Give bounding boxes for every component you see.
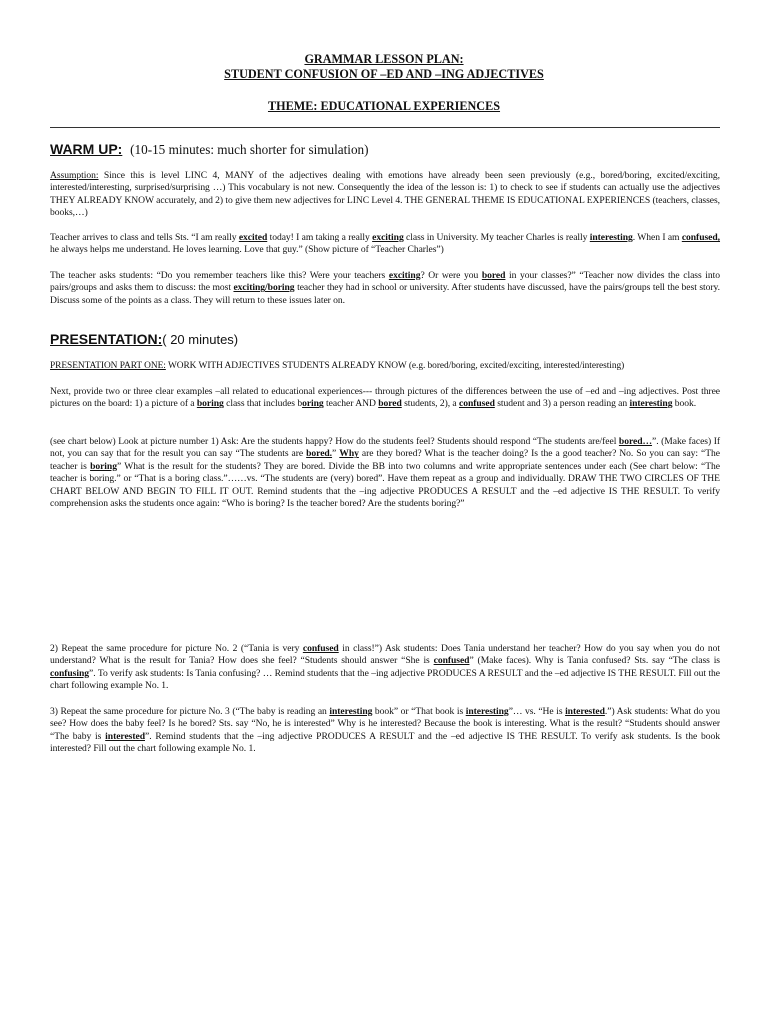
text-run: ” What is the result for the students? They are bored. Divide the BB into two columns and write appropriate sentences under each (See chart below: “The teacher is boring.” or “That is a boring class.”……vs. “The students are (very) bored”. Have them repeat as a group and individually. DRAW THE TWO CIRCLES OF THE CHART BELOW AND BEGIN TO FILL IT OUT. Remind students that the –ing adjective PRODUCES A RESULT and the –ed adjective IS THE RESULT. To verify comprehension asks the students once again: “Who is boring? Is the teacher bored? Are the students boring?” xyxy=(50,460,720,510)
keyword: bored xyxy=(481,270,506,281)
keyword: confused, xyxy=(681,232,721,243)
text-run: ”. Remind students that the –ing adjective PRODUCES A RESULT and the –ed adjective IS THE RESULT. To verify ask students. Is the book interested? Fill out the chart following example No. 1. xyxy=(50,730,720,755)
keyword: exciting xyxy=(388,270,421,281)
keyword: interesting xyxy=(465,706,509,717)
text-run: today! I am taking a really xyxy=(267,232,373,243)
part-one-label: PRESENTATION PART ONE: xyxy=(50,361,166,371)
text-run: are they bored? What is the teacher doing? Is the a good teacher? No. So you can say: “The teacher is xyxy=(50,448,720,472)
warmup-heading-row xyxy=(50,140,720,159)
warmup-heading xyxy=(50,140,720,159)
presentation-paragraph-4 xyxy=(50,706,720,756)
presentation-part-one xyxy=(50,360,720,372)
presentation-paragraph-1 xyxy=(50,386,720,411)
keyword: interesting xyxy=(329,706,373,717)
keyword: bored… xyxy=(618,436,653,447)
text-run: 2) Repeat the same procedure for picture No. 2 (“Tania is very xyxy=(50,643,303,654)
keyword: boring xyxy=(196,398,224,410)
text-run: (see chart below) Look at picture number 1) Ask: Are the students happy? How do the students feel? Students should respond “The students are/feel xyxy=(50,436,619,447)
text-run: book” or “That book is xyxy=(372,706,466,717)
text-run: ? Or were you xyxy=(420,270,482,281)
text-run: ”. To verify ask students: Is Tania confusing? … Remind students that the –ing adjective PRODUCES A RESULT and the –ed adjective IS THE RESULT. Fill out the chart following example No. 1. xyxy=(50,667,720,692)
title-line-1: GRAMMAR LESSON PLAN: xyxy=(304,52,464,66)
text-run: students, 2), a xyxy=(401,398,459,410)
keyword: confused xyxy=(459,398,495,410)
title-line-2: STUDENT CONFUSION OF –ED AND –ING ADJECTIVES xyxy=(224,67,544,81)
presentation-paragraph-3-block xyxy=(50,643,720,693)
keyword: oring xyxy=(302,398,324,410)
theme-title: THEME: EDUCATIONAL EXPERIENCES xyxy=(267,99,501,113)
keyword: interested xyxy=(105,730,145,742)
text-run: class that includes b xyxy=(223,398,303,410)
keyword: confusing xyxy=(50,667,90,679)
keyword: excited xyxy=(238,232,268,243)
text-run: .”) Ask students: What do you see? How does the baby feel? Is he bored? Sts. say “No, he is interested” Why is he interested? Because the book is interesting. What is the result? “Students should answer “The baby is xyxy=(50,706,720,742)
keyword: Why xyxy=(339,448,359,460)
text-run: teacher they had in school or university. After students have discussed, have the pairs/groups tell the best story. Discuss some of the points as a class. They will return to these issues later on. xyxy=(50,282,721,306)
presentation-paragraph-1-block xyxy=(50,386,720,411)
text-run: book. xyxy=(672,398,697,410)
presentation-duration: ( 20 minutes) xyxy=(162,332,239,347)
warmup-duration: (10-15 minutes: much shorter for simulation) xyxy=(130,142,369,157)
presentation-heading-label: PRESENTATION: xyxy=(50,331,163,347)
keyword: exciting/boring xyxy=(233,282,295,294)
warmup-paragraph-3 xyxy=(50,270,720,307)
warmup-paragraph-2 xyxy=(50,232,720,257)
text-run: Next, provide two or three clear examples –all related to educational experiences--- through pictures of the differences between the use of –ed and –ing adjectives. Post three pictures on the board: 1) a picture of a xyxy=(50,386,720,410)
presentation-paragraph-2 xyxy=(50,436,720,510)
text-run: The teacher asks students: “Do you remember teachers like this? Were your teachers xyxy=(50,270,389,281)
keyword: interesting xyxy=(589,232,633,243)
title-block xyxy=(0,52,768,114)
warmup-heading-label: WARM UP: xyxy=(50,141,123,157)
warmup-paragraph-3-block xyxy=(50,270,720,307)
text-run: in your classes?” “Teacher now divides the class into pairs/groups and asks them to discuss: the most xyxy=(50,270,720,294)
assumption-paragraph-block xyxy=(50,170,720,220)
text-run: 3) Repeat the same procedure for picture No. 3 (“The baby is reading an xyxy=(50,706,330,717)
text-run: ”. (Make faces) If not, you can say that for the result you can say “The students are xyxy=(50,436,721,460)
keyword: boring xyxy=(90,460,117,472)
keyword: bored xyxy=(378,398,402,410)
assumption-label: Assumption: xyxy=(50,170,99,181)
keyword: interested xyxy=(565,706,605,717)
keyword: bored. xyxy=(306,448,333,460)
text-run: in class!”) Ask students: Does Tania understand her teacher? How do you say when you do not understand? What is the result for Tania? How does she feel? “Students should answer “She is xyxy=(50,643,720,667)
text-run: teacher AND xyxy=(323,398,379,410)
presentation-heading-row xyxy=(50,330,720,349)
text-run: ” (Make faces). Why is Tania confused? Sts. say “The class is xyxy=(469,655,720,667)
presentation-part-one-block xyxy=(50,360,720,372)
part-one-text: WORK WITH ADJECTIVES STUDENTS ALREADY KNOW (e.g. bored/boring, excited/exciting, interested/interesting) xyxy=(165,361,625,371)
presentation-heading xyxy=(50,330,720,349)
text-run: . When I am xyxy=(632,232,682,243)
text-run: class in University. My teacher Charles is really xyxy=(403,232,590,243)
keyword: confused xyxy=(302,643,339,654)
text-run: he always helps me understand. He loves learning. Love that guy.” (Show picture of “Teacher Charles”) xyxy=(50,244,444,256)
warmup-paragraph-2-block xyxy=(50,232,720,257)
horizontal-divider xyxy=(50,127,720,128)
presentation-paragraph-4-block xyxy=(50,706,720,756)
text-run: student and 3) a person reading an xyxy=(494,398,630,410)
keyword: interesting xyxy=(629,398,673,410)
text-run: ” xyxy=(332,448,340,460)
text-run: Teacher arrives to class and tells Sts. “I am really xyxy=(50,232,239,243)
keyword: confused xyxy=(433,655,470,667)
presentation-paragraph-3 xyxy=(50,643,720,693)
assumption-paragraph xyxy=(50,170,720,220)
presentation-paragraph-2-block xyxy=(50,436,720,510)
keyword: exciting xyxy=(372,232,404,243)
assumption-text: Since this is level LINC 4, MANY of the adjectives dealing with emotions have already been seen previously (e.g., bored/boring, excited/exciting, interested/interesting, surprised/surprising …) This vocabulary is not new. Consequently the idea of the lesson is: 1) to check to see if students can actually use the adjectives THEY ALREADY KNOW accurately, and 2) to give them new adjectives for LINC Level 4. THE GENERAL THEME IS EDUCATIONAL EXPERIENCES (teachers, classes, books,…) xyxy=(50,170,721,219)
text-run: ”… vs. “He is xyxy=(508,706,566,717)
